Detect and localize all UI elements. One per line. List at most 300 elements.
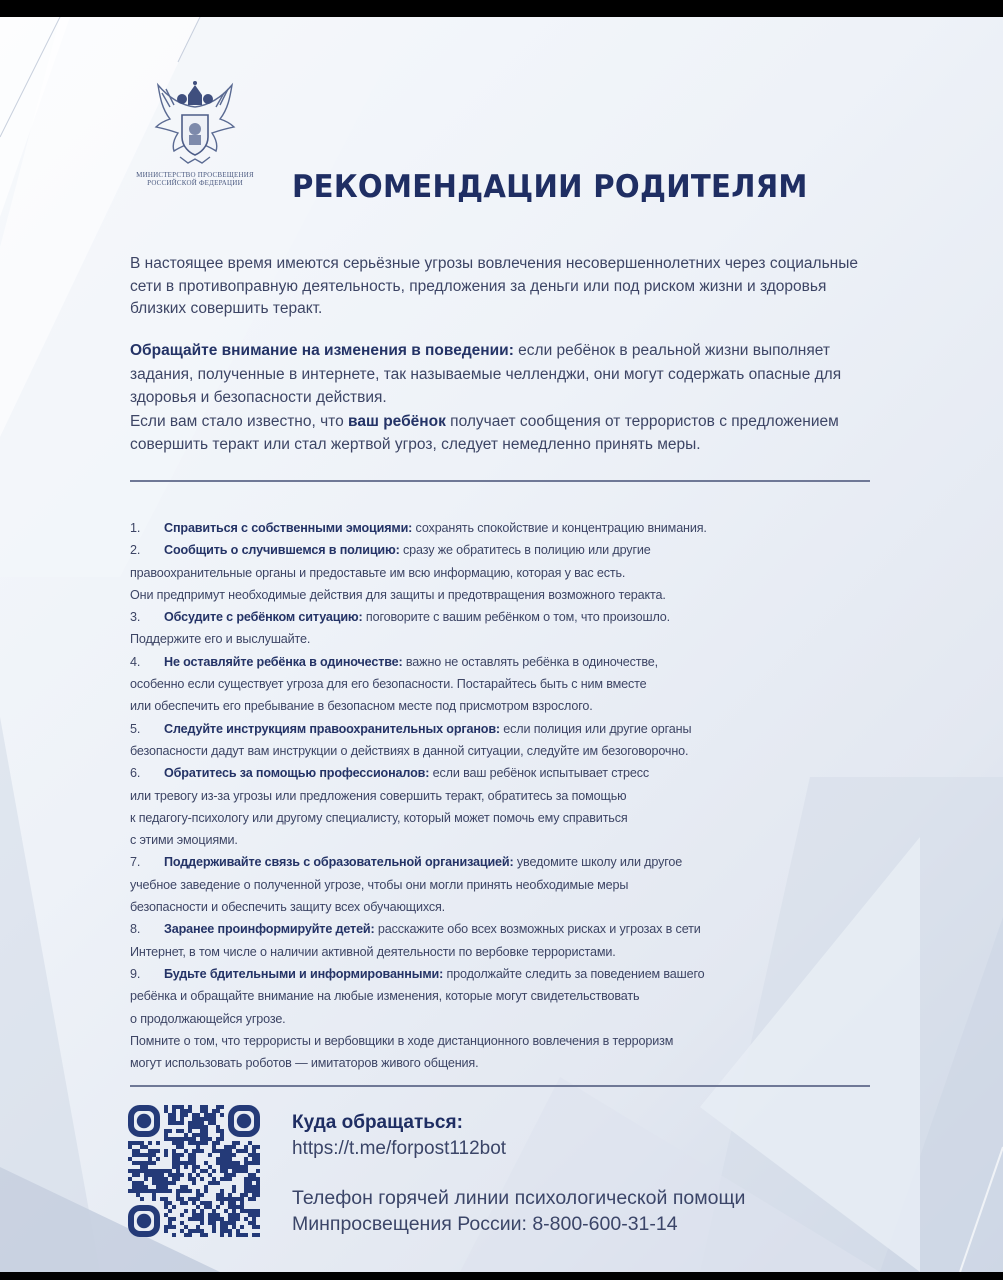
ministry-logo bbox=[115, 77, 275, 187]
qr-module bbox=[228, 1165, 232, 1169]
qr-module bbox=[128, 1157, 132, 1161]
qr-module bbox=[248, 1161, 252, 1165]
qr-module bbox=[256, 1225, 260, 1229]
qr-module bbox=[196, 1145, 200, 1149]
qr-module bbox=[208, 1213, 212, 1217]
qr-module bbox=[216, 1213, 220, 1217]
qr-module bbox=[192, 1201, 196, 1205]
qr-module bbox=[196, 1113, 200, 1117]
qr-module bbox=[224, 1197, 228, 1201]
list-item-continuation: к педагогу-психологу или другому специалисту, который может помочь ему справиться bbox=[130, 810, 628, 825]
qr-module bbox=[228, 1173, 232, 1177]
qr-module bbox=[192, 1161, 196, 1165]
qr-module bbox=[252, 1213, 256, 1217]
list-item-title: Следуйте инструкциям правоохранительных органов: bbox=[164, 721, 500, 736]
qr-module bbox=[176, 1129, 180, 1133]
qr-module bbox=[248, 1197, 252, 1201]
list-item bbox=[130, 851, 875, 873]
qr-module bbox=[220, 1177, 224, 1181]
qr-module bbox=[220, 1113, 224, 1117]
qr-module bbox=[196, 1217, 200, 1221]
qr-module bbox=[188, 1121, 192, 1125]
qr-module bbox=[172, 1113, 176, 1117]
qr-module bbox=[196, 1213, 200, 1217]
qr-module bbox=[244, 1217, 248, 1221]
list-item-text: продолжайте следить за поведением вашего bbox=[443, 966, 705, 981]
qr-module bbox=[180, 1141, 184, 1145]
qr-module bbox=[200, 1105, 204, 1109]
hotline-info bbox=[292, 1185, 745, 1237]
list-item-continuation: учебное заведение о полученной угрозе, чтобы они могли принять необходимые меры bbox=[130, 877, 629, 892]
qr-module bbox=[240, 1169, 244, 1173]
qr-module bbox=[172, 1141, 176, 1145]
ministry-caption-line2: РОССИЙСКОЙ ФЕДЕРАЦИИ bbox=[147, 179, 243, 187]
qr-finder-dot bbox=[137, 1214, 151, 1228]
qr-module bbox=[152, 1177, 156, 1181]
qr-module bbox=[216, 1161, 220, 1165]
qr-module bbox=[188, 1229, 192, 1233]
qr-module bbox=[176, 1177, 180, 1181]
qr-module bbox=[240, 1225, 244, 1229]
qr-module bbox=[256, 1193, 260, 1197]
qr-module bbox=[140, 1169, 144, 1173]
qr-module bbox=[212, 1169, 216, 1173]
qr-module bbox=[236, 1229, 240, 1233]
qr-module bbox=[224, 1149, 228, 1153]
list-item bbox=[130, 517, 875, 539]
qr-module bbox=[168, 1137, 172, 1141]
list-item bbox=[130, 918, 875, 940]
qr-module bbox=[236, 1141, 240, 1145]
qr-module bbox=[168, 1201, 172, 1205]
qr-module bbox=[140, 1145, 144, 1149]
list-item-continuation: или обеспечить его пребывание в безопасном месте под присмотром взрослого. bbox=[130, 699, 593, 714]
qr-module bbox=[252, 1153, 256, 1157]
qr-module bbox=[232, 1165, 236, 1169]
qr-module bbox=[204, 1109, 208, 1113]
qr-module bbox=[204, 1125, 208, 1129]
qr-module bbox=[204, 1161, 208, 1165]
qr-module bbox=[244, 1157, 248, 1161]
qr-module bbox=[164, 1109, 168, 1113]
qr-module bbox=[256, 1185, 260, 1189]
qr-module bbox=[172, 1149, 176, 1153]
list-item bbox=[130, 606, 875, 628]
qr-module bbox=[188, 1157, 192, 1161]
qr-module bbox=[196, 1197, 200, 1201]
qr-module bbox=[148, 1173, 152, 1177]
qr-module bbox=[216, 1205, 220, 1209]
qr-module bbox=[192, 1153, 196, 1157]
qr-module bbox=[144, 1185, 148, 1189]
qr-module bbox=[228, 1157, 232, 1161]
qr-module bbox=[232, 1217, 236, 1221]
qr-module bbox=[132, 1169, 136, 1173]
qr-module bbox=[196, 1121, 200, 1125]
list-item-text: уведомите школу или другое bbox=[513, 855, 683, 870]
qr-module bbox=[156, 1157, 160, 1161]
qr-module bbox=[176, 1165, 180, 1169]
qr-module bbox=[252, 1157, 256, 1161]
qr-module bbox=[252, 1173, 256, 1177]
qr-module bbox=[236, 1205, 240, 1209]
qr-module bbox=[216, 1109, 220, 1113]
list-item-title: Поддерживайте связь с образовательной организацией: bbox=[164, 855, 514, 870]
qr-module bbox=[216, 1141, 220, 1145]
qr-finder-dot bbox=[237, 1114, 251, 1128]
qr-module bbox=[220, 1129, 224, 1133]
qr-module bbox=[220, 1229, 224, 1233]
qr-module bbox=[244, 1189, 248, 1193]
qr-module bbox=[168, 1181, 172, 1185]
qr-module bbox=[228, 1229, 232, 1233]
qr-module bbox=[140, 1189, 144, 1193]
qr-module bbox=[232, 1145, 236, 1149]
qr-module bbox=[196, 1149, 200, 1153]
qr-module bbox=[256, 1233, 260, 1237]
list-item-title: Не оставляйте ребёнка в одиночестве: bbox=[164, 654, 403, 669]
list-item bbox=[130, 762, 875, 784]
qr-finder-dot bbox=[137, 1114, 151, 1128]
qr-module bbox=[180, 1145, 184, 1149]
qr-module bbox=[164, 1197, 168, 1201]
qr-module bbox=[248, 1141, 252, 1145]
qr-module bbox=[168, 1225, 172, 1229]
qr-module bbox=[184, 1209, 188, 1213]
qr-module bbox=[220, 1217, 224, 1221]
qr-module bbox=[244, 1161, 248, 1165]
qr-module bbox=[204, 1185, 208, 1189]
hotline-line2: Минпросвещения России: 8-800-600-31-14 bbox=[292, 1213, 678, 1235]
list-item-continuation: Они предпримут необходимые действия для защиты и предотвращения возможного теракта. bbox=[130, 587, 666, 602]
qr-module bbox=[192, 1165, 196, 1169]
qr-module bbox=[212, 1217, 216, 1221]
qr-module bbox=[212, 1117, 216, 1121]
qr-module bbox=[232, 1173, 236, 1177]
qr-module bbox=[160, 1185, 164, 1189]
qr-module bbox=[232, 1185, 236, 1189]
qr-module bbox=[228, 1197, 232, 1201]
qr-module bbox=[244, 1145, 248, 1149]
document-content bbox=[0, 17, 1003, 1272]
qr-module bbox=[164, 1149, 168, 1153]
qr-module bbox=[200, 1133, 204, 1137]
list-item-number: 7. bbox=[130, 855, 141, 870]
qr-module bbox=[136, 1149, 140, 1153]
qr-module bbox=[144, 1189, 148, 1193]
qr-module bbox=[224, 1225, 228, 1229]
qr-module bbox=[188, 1189, 192, 1193]
qr-module bbox=[220, 1201, 224, 1205]
qr-module bbox=[236, 1165, 240, 1169]
qr-module bbox=[228, 1153, 232, 1157]
qr-module bbox=[208, 1181, 212, 1185]
list-item bbox=[130, 651, 875, 673]
behavior-lead: Обращайте внимание на изменения в поведении: bbox=[130, 342, 514, 359]
list-item-continuation: ребёнка и обращайте внимание на любые изменения, которые могут свидетельствовать bbox=[130, 989, 640, 1004]
qr-module bbox=[136, 1141, 140, 1145]
qr-module bbox=[172, 1173, 176, 1177]
qr-module bbox=[168, 1169, 172, 1173]
behavior-line2-post: получает сообщения от террористов с предложением совершить теракт или стал жертвой угроз, следует немедленно принять меры. bbox=[130, 412, 839, 453]
qr-module bbox=[220, 1133, 224, 1137]
qr-module bbox=[172, 1217, 176, 1221]
qr-module bbox=[252, 1217, 256, 1221]
qr-module bbox=[200, 1217, 204, 1221]
qr-module bbox=[132, 1185, 136, 1189]
qr-module bbox=[156, 1181, 160, 1185]
hotline-line1: Телефон горячей линии психологической помощи bbox=[292, 1187, 746, 1209]
list-item-number: 4. bbox=[130, 654, 141, 669]
qr-module bbox=[144, 1177, 148, 1181]
qr-module bbox=[140, 1181, 144, 1185]
contact-heading: Куда обращаться: bbox=[292, 1112, 463, 1133]
divider-bottom bbox=[130, 1085, 870, 1087]
qr-module bbox=[188, 1129, 192, 1133]
qr-module bbox=[228, 1193, 232, 1197]
qr-module bbox=[144, 1173, 148, 1177]
list-item-continuation: правоохранительные органы и предоставьте им всю информацию, которая у вас есть. bbox=[130, 565, 626, 580]
qr-module bbox=[256, 1189, 260, 1193]
ministry-caption-line1: МИНИСТЕРСТВО ПРОСВЕЩЕНИЯ bbox=[136, 171, 254, 179]
qr-module bbox=[152, 1173, 156, 1177]
qr-module bbox=[212, 1221, 216, 1225]
qr-module bbox=[252, 1149, 256, 1153]
qr-module bbox=[224, 1157, 228, 1161]
qr-module bbox=[132, 1161, 136, 1165]
qr-module bbox=[180, 1201, 184, 1205]
qr-module bbox=[180, 1213, 184, 1217]
qr-module bbox=[232, 1189, 236, 1193]
qr-module bbox=[204, 1141, 208, 1145]
qr-module bbox=[172, 1165, 176, 1169]
qr-module bbox=[208, 1173, 212, 1177]
qr-module bbox=[252, 1145, 256, 1149]
qr-module bbox=[216, 1157, 220, 1161]
qr-module bbox=[240, 1201, 244, 1205]
list-item-title: Заранее проинформируйте детей: bbox=[164, 922, 375, 937]
qr-module bbox=[220, 1161, 224, 1165]
qr-module bbox=[160, 1197, 164, 1201]
qr-module bbox=[136, 1193, 140, 1197]
qr-module bbox=[204, 1113, 208, 1117]
qr-module bbox=[176, 1157, 180, 1161]
qr-module bbox=[136, 1185, 140, 1189]
qr-module bbox=[184, 1149, 188, 1153]
list-item-text: сохранять спокойствие и концентрацию внимания. bbox=[412, 521, 707, 535]
qr-module bbox=[172, 1157, 176, 1161]
qr-module bbox=[184, 1133, 188, 1137]
qr-module bbox=[188, 1153, 192, 1157]
list-item-title: Справиться с собственными эмоциями: bbox=[164, 521, 413, 535]
qr-module bbox=[192, 1217, 196, 1221]
qr-module bbox=[248, 1185, 252, 1189]
qr-module bbox=[208, 1205, 212, 1209]
qr-module bbox=[240, 1165, 244, 1169]
qr-module bbox=[204, 1169, 208, 1173]
qr-module bbox=[256, 1181, 260, 1185]
qr-module bbox=[132, 1141, 136, 1145]
qr-module bbox=[220, 1197, 224, 1201]
qr-module bbox=[192, 1229, 196, 1233]
qr-module bbox=[248, 1153, 252, 1157]
qr-module bbox=[164, 1137, 168, 1141]
qr-module bbox=[136, 1153, 140, 1157]
qr-module bbox=[240, 1205, 244, 1209]
qr-module bbox=[200, 1141, 204, 1145]
qr-module bbox=[232, 1161, 236, 1165]
qr-module bbox=[184, 1161, 188, 1165]
qr-module bbox=[240, 1193, 244, 1197]
qr-module bbox=[224, 1221, 228, 1225]
qr-module bbox=[232, 1141, 236, 1145]
qr-module bbox=[180, 1161, 184, 1165]
qr-module bbox=[228, 1205, 232, 1209]
qr-module bbox=[200, 1221, 204, 1225]
qr-module bbox=[216, 1197, 220, 1201]
qr-module bbox=[172, 1105, 176, 1109]
qr-module bbox=[232, 1213, 236, 1217]
qr-module bbox=[132, 1153, 136, 1157]
list-item-text: поговорите с вашим ребёнком о том, что произошло. bbox=[362, 610, 671, 625]
qr-module bbox=[244, 1185, 248, 1189]
qr-module bbox=[232, 1221, 236, 1225]
list-item-continuation: особенно если существует угроза для его безопасности. Постарайтесь быть с ним вместе bbox=[130, 677, 647, 692]
qr-module bbox=[252, 1197, 256, 1201]
qr-module bbox=[164, 1133, 168, 1137]
qr-module bbox=[244, 1209, 248, 1213]
qr-module bbox=[256, 1145, 260, 1149]
qr-module bbox=[164, 1105, 168, 1109]
qr-code[interactable] bbox=[128, 1105, 260, 1237]
qr-module bbox=[212, 1213, 216, 1217]
qr-module bbox=[192, 1181, 196, 1185]
qr-module bbox=[152, 1161, 156, 1165]
qr-module bbox=[256, 1213, 260, 1217]
qr-module bbox=[148, 1189, 152, 1193]
qr-module bbox=[212, 1209, 216, 1213]
qr-module bbox=[192, 1121, 196, 1125]
qr-module bbox=[236, 1197, 240, 1201]
qr-module bbox=[244, 1193, 248, 1197]
qr-module bbox=[232, 1205, 236, 1209]
list-item-continuation: безопасности дадут вам инструкции о действиях в данной ситуации, следуйте им безоговорочно. bbox=[130, 743, 689, 758]
behavior-paragraph bbox=[130, 339, 870, 457]
qr-module bbox=[160, 1173, 164, 1177]
qr-module bbox=[152, 1181, 156, 1185]
qr-module bbox=[236, 1217, 240, 1221]
qr-module bbox=[256, 1169, 260, 1173]
qr-module bbox=[136, 1161, 140, 1165]
qr-module bbox=[248, 1221, 252, 1225]
qr-module bbox=[224, 1229, 228, 1233]
qr-module bbox=[208, 1137, 212, 1141]
qr-module bbox=[240, 1197, 244, 1201]
qr-module bbox=[204, 1201, 208, 1205]
qr-module bbox=[184, 1113, 188, 1117]
qr-module bbox=[144, 1145, 148, 1149]
list-item-text: если полиция или другие органы bbox=[499, 721, 692, 736]
qr-module bbox=[220, 1193, 224, 1197]
qr-module bbox=[204, 1189, 208, 1193]
list-item-text: расскажите обо всех возможных рисках и угрозах в сети bbox=[374, 922, 701, 937]
qr-module bbox=[148, 1161, 152, 1165]
qr-module bbox=[204, 1233, 208, 1237]
qr-module bbox=[180, 1229, 184, 1233]
qr-module bbox=[164, 1185, 168, 1189]
qr-module bbox=[164, 1181, 168, 1185]
qr-module bbox=[244, 1181, 248, 1185]
qr-module bbox=[136, 1169, 140, 1173]
qr-module bbox=[200, 1117, 204, 1121]
qr-module bbox=[216, 1149, 220, 1153]
qr-module bbox=[244, 1165, 248, 1169]
list-item bbox=[130, 539, 875, 561]
qr-module bbox=[212, 1229, 216, 1233]
qr-module bbox=[132, 1173, 136, 1177]
qr-module bbox=[184, 1165, 188, 1169]
qr-module bbox=[172, 1225, 176, 1229]
qr-module bbox=[152, 1153, 156, 1157]
qr-module bbox=[152, 1197, 156, 1201]
qr-module bbox=[200, 1213, 204, 1217]
qr-module bbox=[172, 1137, 176, 1141]
qr-module bbox=[172, 1161, 176, 1165]
qr-module bbox=[176, 1169, 180, 1173]
qr-module bbox=[172, 1153, 176, 1157]
qr-module bbox=[192, 1177, 196, 1181]
qr-module bbox=[188, 1217, 192, 1221]
qr-module bbox=[192, 1197, 196, 1201]
list-item-number: 9. bbox=[130, 966, 141, 981]
qr-module bbox=[132, 1181, 136, 1185]
qr-module bbox=[188, 1173, 192, 1177]
qr-module bbox=[172, 1205, 176, 1209]
qr-module bbox=[212, 1109, 216, 1113]
qr-module bbox=[188, 1109, 192, 1113]
qr-module bbox=[216, 1193, 220, 1197]
qr-module bbox=[232, 1197, 236, 1201]
qr-module bbox=[180, 1185, 184, 1189]
qr-module bbox=[256, 1157, 260, 1161]
qr-module bbox=[184, 1189, 188, 1193]
telegram-bot-link[interactable]: https://t.me/forpost112bot bbox=[292, 1138, 507, 1159]
qr-module bbox=[196, 1173, 200, 1177]
qr-module bbox=[248, 1209, 252, 1213]
qr-module bbox=[224, 1165, 228, 1169]
qr-module bbox=[168, 1113, 172, 1117]
closing-note-line: Помните о том, что террористы и вербовщики в ходе дистанционного вовлечения в терроризм bbox=[130, 1033, 674, 1048]
qr-module bbox=[216, 1105, 220, 1109]
qr-module bbox=[232, 1209, 236, 1213]
list-item-text: важно не оставлять ребёнка в одиночестве, bbox=[402, 654, 658, 669]
list-item bbox=[130, 963, 875, 985]
qr-module bbox=[188, 1105, 192, 1109]
list-item-number: 1. bbox=[130, 521, 141, 535]
qr-module bbox=[232, 1169, 236, 1173]
qr-module bbox=[216, 1181, 220, 1185]
qr-module bbox=[196, 1133, 200, 1137]
qr-module bbox=[188, 1197, 192, 1201]
qr-module bbox=[136, 1181, 140, 1185]
qr-module bbox=[216, 1137, 220, 1141]
qr-module bbox=[252, 1225, 256, 1229]
qr-module bbox=[208, 1153, 212, 1157]
qr-module bbox=[248, 1189, 252, 1193]
qr-module bbox=[156, 1185, 160, 1189]
qr-module bbox=[204, 1137, 208, 1141]
qr-module bbox=[176, 1153, 180, 1157]
